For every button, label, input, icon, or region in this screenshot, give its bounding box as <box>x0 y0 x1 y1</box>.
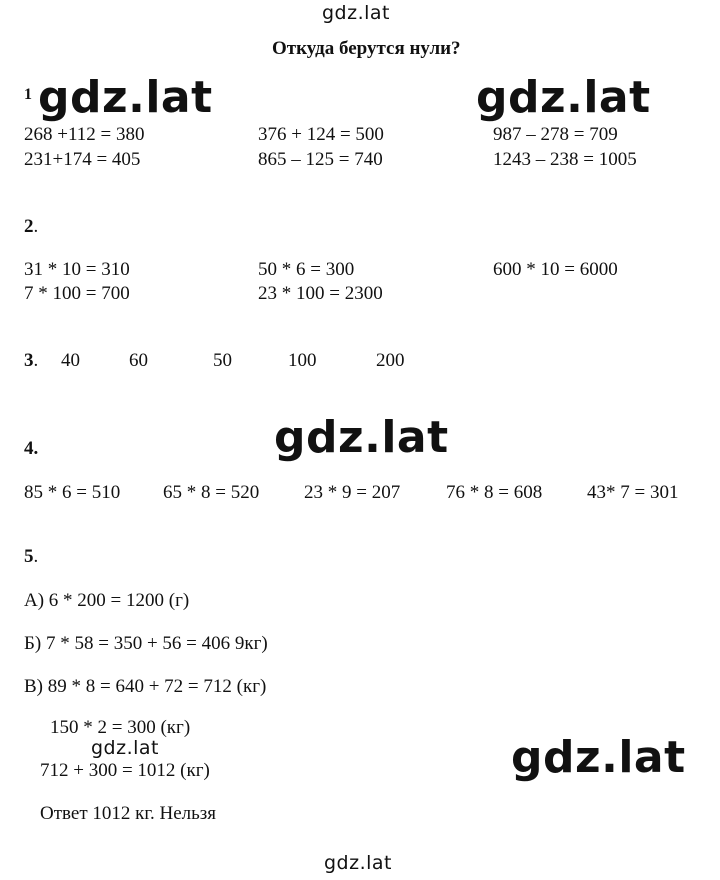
task3-value-1: 40 <box>61 350 80 371</box>
task2-col2-line2: 23 * 100 = 2300 <box>258 283 383 304</box>
task1-col3-line2: 1243 – 238 = 1005 <box>493 149 637 170</box>
task3-value-5: 200 <box>376 350 405 371</box>
task4-item-2: 65 * 8 = 520 <box>163 482 260 503</box>
task1-col2-line1: 376 + 124 = 500 <box>258 124 384 145</box>
task5-line-b: Б) 7 * 58 = 350 + 56 = 406 9кг) <box>24 633 268 654</box>
task2-col1-line2: 7 * 100 = 700 <box>24 283 130 304</box>
watermark-big-center: gdz.lat <box>274 412 449 463</box>
task2-col1-line1: 31 * 10 = 310 <box>24 259 130 280</box>
watermark-bottom: gdz.lat <box>324 852 393 874</box>
task4-number: 4 <box>24 438 34 459</box>
page-title: Откуда берутся нули? <box>272 38 461 59</box>
watermark-small-mid: gdz.lat <box>91 737 160 759</box>
task5-line-c: В) 89 * 8 = 640 + 72 = 712 (кг) <box>24 676 267 697</box>
task4-item-3: 23 * 9 = 207 <box>304 482 401 503</box>
task5-number-row: 5. <box>24 546 39 567</box>
task2-col2-line1: 50 * 6 = 300 <box>258 259 355 280</box>
task2-number: 2 <box>24 216 34 237</box>
task5-line-d: 150 * 2 = 300 (кг) <box>50 717 191 738</box>
task1-col3-line1: 987 – 278 = 709 <box>493 124 618 145</box>
task4-item-4: 76 * 8 = 608 <box>446 482 543 503</box>
task1-number: 1 <box>24 86 32 103</box>
task3-number-row: 3. <box>24 350 39 371</box>
watermark-top: gdz.lat <box>322 2 391 24</box>
task4-item-1: 85 * 6 = 510 <box>24 482 121 503</box>
task1-col2-line2: 865 – 125 = 740 <box>258 149 383 170</box>
task1-col1-line1: 268 +112 = 380 <box>24 124 145 145</box>
task2-number-row: 2. <box>24 216 39 237</box>
watermark-big-left: gdz.lat <box>38 72 213 123</box>
task5-number: 5 <box>24 546 34 567</box>
task1-col1-line2: 231+174 = 405 <box>24 149 141 170</box>
task4-item-5: 43* 7 = 301 <box>587 482 679 503</box>
task5-answer: Ответ 1012 кг. Нельзя <box>40 803 217 824</box>
watermark-big-right: gdz.lat <box>476 72 651 123</box>
task2-col3-line1: 600 * 10 = 6000 <box>493 259 618 280</box>
task4-number-row: 4. <box>24 438 39 459</box>
task3-value-2: 60 <box>129 350 148 371</box>
task5-line-e: 712 + 300 = 1012 (кг) <box>40 760 210 781</box>
task5-line-a: А) 6 * 200 = 1200 (г) <box>24 590 190 611</box>
task3-value-4: 100 <box>288 350 317 371</box>
task3-value-3: 50 <box>213 350 232 371</box>
task3-number: 3 <box>24 350 34 371</box>
watermark-big-bottom-right: gdz.lat <box>511 732 686 783</box>
